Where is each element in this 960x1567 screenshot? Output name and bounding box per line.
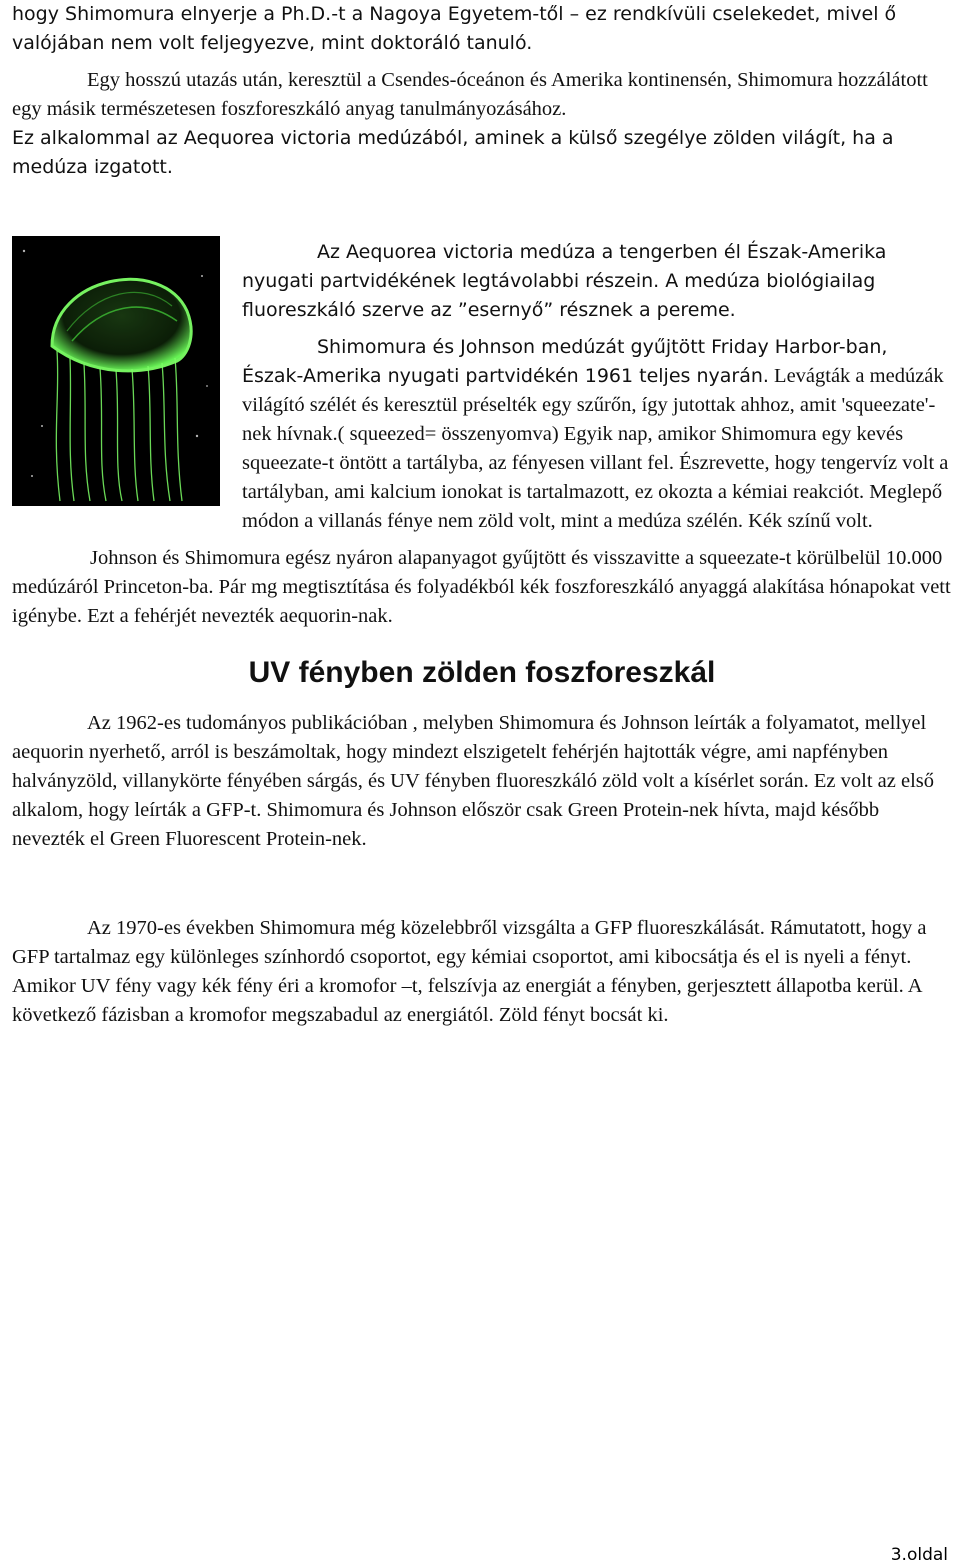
- jellyfish-icon: [12, 236, 220, 506]
- paragraph-1962-publication: Az 1962-es tudományos publikációban , melyben Shimomura és Johnson leírták a folyamatot, mellyel aequorin nyerhető, arról is beszámoltak, hogy mindezt elszigetelt fehérjén hajtották végre, ami napfényben halványzöld, villanykörte fényében sárgás, és UV fényben fluoreszkáló zöld volt a kísérlet során. Ez volt az első alkalom, hogy leírták a GFP-t. Shimomura és Johnson először csak Green Protein-nek hívta, majd később nevezték el Green Fluorescent Protein-nek.: [12, 712, 935, 850]
- paragraph-collection-text: Shimomura és Johnson medúzát gyűjtött Friday Harbor-ban, Észak-Amerika nyugati partvidékén 1961 teljes nyarán.: [242, 336, 888, 387]
- document-page: [12, 0, 952, 1030]
- spacer: [12, 631, 952, 653]
- jellyfish-photo: [12, 236, 220, 506]
- paragraph-continuation: hogy Shimomura elnyerje a Ph.D.-t a Nagoya Egyetem-től – ez rendkívüli cselekedet, mivel ő valójában nem volt feljegyezve, mint doktoráló tanuló.: [12, 3, 897, 54]
- spacer: [12, 854, 952, 914]
- page-number: 3.oldal: [890, 1545, 948, 1565]
- paragraph-organ-text: A medúza biológiailag fluoreszkáló szerve az ”esernyő” résznek a pereme.: [242, 270, 876, 321]
- paragraph-1970s-research: Az 1970-es években Shimomura még közelebbről vizsgálta a GFP fluoreszkálását. Rámutatott, hogy a GFP tartalmaz egy különleges színhordó csoportot, egy kémiai csoportot, ami kibocsátja és el is nyeli a fényt. Amikor UV fény vagy kék fény éri a kromofor –t, felszívja az energiát a fényben, gerjesztett állapotba kerül. A következő fázisban a kromofor megszabadul az energiától. Zöld fényt bocsát ki.: [12, 917, 927, 1026]
- paragraph-aequorin: Johnson és Shimomura egész nyáron alapanyagot gyűjtött és visszavitte a squeezate-t körülbelül 10.000 medúzáról Princeton-ba. Pár mg megtisztítása és folyadékból kék foszforeszkáló anyaggá alakítása hónapokat vett igénybe. Ezt a fehérjét nevezték aequorin-nak.: [12, 547, 951, 627]
- spacer: [12, 693, 952, 709]
- section-heading: UV fényben zölden foszforeszkál: [248, 656, 716, 689]
- paragraph-journey-text: Egy hosszú utazás után, keresztül a Csendes-óceánon és Amerika kontinensén, Shimomura hozzálátott egy másik természetesen foszforeszkáló anyag tanulmányozásához.: [12, 69, 928, 120]
- spacer: [12, 182, 952, 236]
- paragraph-aequorea-intro: Ez alkalommal az Aequorea victoria medúzából, aminek a külső szegélye zölden világít, ha a medúza izgatott.: [12, 127, 894, 178]
- paragraph-journey: [12, 66, 952, 124]
- paragraph-habitat-text: Az Aequorea victoria medúza a tengerben él Észak-Amerika nyugati partvidékének legtávolabbi részein.: [242, 241, 887, 292]
- paragraph-squeezate-text: Levágták a medúzák világító szélét és keresztül préselték egy szűrőn, így jutottak ahhoz, amit 'squeezate'-nek hívnak.( squeezed= összenyomva) Egyik nap, amikor Shimomura egy kevés squeezate-t öntött a tartályba, az fényesen villant fel. Észrevette, hogy tengervíz volt a tartályban, ami kalcium ionokat is tartalmazott, ez okozta a kémiai reakciót. Meglepő módon a villanás fénye nem zöld volt, mint a medúza szélén. Kék színű volt.: [242, 365, 949, 532]
